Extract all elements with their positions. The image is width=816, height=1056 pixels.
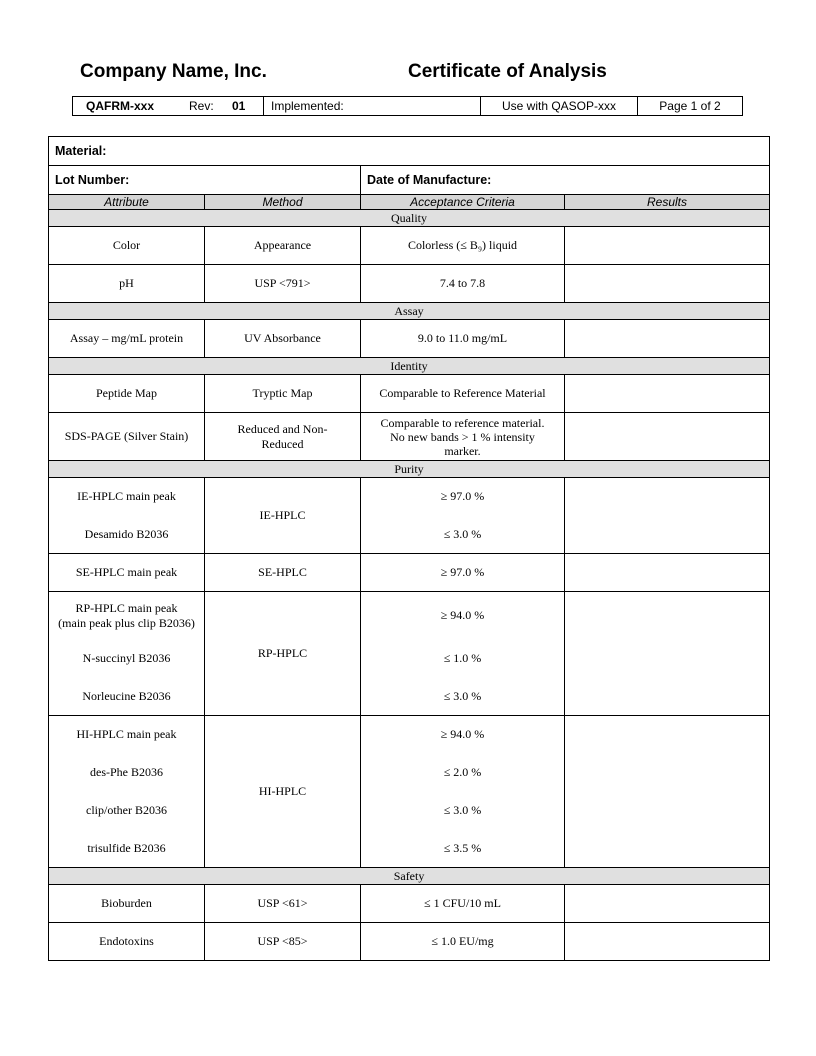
method-cell: SE-HPLC (205, 554, 361, 592)
section-header-row (49, 461, 770, 478)
criteria-cell: ≤ 1.0 % (361, 640, 565, 678)
lot-number-field[interactable] (49, 166, 361, 195)
result-cell[interactable] (565, 320, 770, 358)
criteria-cell: ≤ 3.0 % (361, 792, 565, 830)
implemented-label: Implemented: (271, 99, 344, 113)
criteria-line: marker. (444, 443, 481, 458)
method-cell: Tryptic Map (205, 375, 361, 413)
result-cell[interactable] (565, 885, 770, 923)
use-with-text: Use with QASOP-xxx (501, 99, 617, 113)
attribute-line: (main peak plus clip B2036) (58, 615, 195, 630)
section-title-quality: Quality (49, 210, 770, 227)
result-cell[interactable] (565, 375, 770, 413)
section-title-assay: Assay (49, 303, 770, 320)
date-of-manufacture-field[interactable] (361, 166, 770, 195)
criteria-cell: ≥ 94.0 % (361, 592, 565, 640)
material-row (49, 137, 770, 166)
method-cell: USP <61> (205, 885, 361, 923)
method-cell: IE-HPLC (205, 478, 361, 554)
attribute-cell: Color (49, 227, 205, 265)
criteria-cell: ≥ 97.0 % (361, 554, 565, 592)
column-header-row (49, 195, 770, 210)
implemented-cell (264, 97, 481, 115)
attribute-cell: des-Phe B2036 (49, 754, 205, 792)
criteria-cell (361, 413, 565, 461)
table-row (49, 885, 770, 923)
attribute-cell: HI-HPLC main peak (49, 716, 205, 754)
section-header-row (49, 358, 770, 375)
use-with-cell (481, 97, 638, 115)
attribute-cell: Norleucine B2036 (49, 678, 205, 716)
attribute-cell: Peptide Map (49, 375, 205, 413)
criteria-cell: ≤ 3.0 % (361, 678, 565, 716)
table-row (49, 554, 770, 592)
method-line: Reduced and Non- (237, 421, 328, 436)
criteria-line: Comparable to reference material. (380, 415, 545, 430)
page-number-cell (638, 97, 742, 115)
criteria-cell: ≤ 3.5 % (361, 830, 565, 868)
document-title: Certificate of Analysis (408, 61, 607, 82)
criteria-cell: ≤ 3.0 % (361, 516, 565, 554)
criteria-cell: 9.0 to 11.0 mg/mL (361, 320, 565, 358)
certificate-table (48, 136, 770, 961)
material-field[interactable] (49, 137, 770, 166)
table-row (49, 227, 770, 265)
lot-number-label: Lot Number: (55, 173, 130, 187)
table-row (49, 413, 770, 461)
result-cell[interactable] (565, 478, 770, 554)
table-row (49, 478, 770, 516)
attribute-cell: N-succinyl B2036 (49, 640, 205, 678)
table-row (49, 320, 770, 358)
method-cell: RP-HPLC (205, 592, 361, 716)
result-cell[interactable] (565, 413, 770, 461)
form-code: QAFRM-xxx (86, 99, 155, 113)
section-header-row (49, 868, 770, 885)
company-name: Company Name, Inc. (80, 61, 267, 82)
attribute-line: RP-HPLC main peak (75, 600, 178, 615)
table-row (49, 923, 770, 961)
criteria-line: No new bands > 1 % intensity (390, 429, 535, 444)
result-cell[interactable] (565, 227, 770, 265)
method-cell: UV Absorbance (205, 320, 361, 358)
attribute-cell: Desamido B2036 (49, 516, 205, 554)
section-header-row (49, 210, 770, 227)
table-row (49, 265, 770, 303)
rev-label: Rev: (189, 99, 214, 113)
method-line: Reduced (261, 436, 304, 451)
criteria-cell: ≥ 97.0 % (361, 478, 565, 516)
result-cell[interactable] (565, 265, 770, 303)
method-cell: USP <791> (205, 265, 361, 303)
table-row (49, 375, 770, 413)
result-cell[interactable] (565, 923, 770, 961)
section-title-identity: Identity (49, 358, 770, 375)
section-title-purity: Purity (49, 461, 770, 478)
document-control-bar (72, 96, 743, 116)
method-cell: USP <85> (205, 923, 361, 961)
form-code-cell (73, 97, 264, 115)
column-header-attribute: Attribute (49, 195, 205, 210)
section-title-safety: Safety (49, 868, 770, 885)
column-header-results: Results (565, 195, 770, 210)
attribute-cell: clip/other B2036 (49, 792, 205, 830)
page-number: Page 1 of 2 (659, 99, 721, 113)
method-cell: HI-HPLC (205, 716, 361, 868)
material-label: Material: (55, 144, 107, 158)
criteria-cell: ≤ 2.0 % (361, 754, 565, 792)
attribute-cell: Assay – mg/mL protein (49, 320, 205, 358)
method-cell (205, 413, 361, 461)
criteria-cell: 7.4 to 7.8 (361, 265, 565, 303)
column-header-method: Method (205, 195, 361, 210)
result-cell[interactable] (565, 716, 770, 868)
lot-row (49, 166, 770, 195)
table-row (49, 592, 770, 640)
criteria-cell: ≤ 1 CFU/10 mL (361, 885, 565, 923)
section-header-row (49, 303, 770, 320)
criteria-cell: ≤ 1.0 EU/mg (361, 923, 565, 961)
column-header-criteria: Acceptance Criteria (361, 195, 565, 210)
criteria-cell: Comparable to Reference Material (361, 375, 565, 413)
table-row (49, 716, 770, 754)
result-cell[interactable] (565, 592, 770, 716)
attribute-cell: SDS-PAGE (Silver Stain) (49, 413, 205, 461)
criteria-cell: ≥ 94.0 % (361, 716, 565, 754)
attribute-cell: trisulfide B2036 (49, 830, 205, 868)
attribute-cell: pH (49, 265, 205, 303)
criteria-cell: Colorless (≤ B₉) liquid (361, 227, 565, 265)
rev-value: 01 (232, 99, 246, 113)
attribute-cell: Bioburden (49, 885, 205, 923)
method-cell: Appearance (205, 227, 361, 265)
attribute-cell: SE-HPLC main peak (49, 554, 205, 592)
attribute-cell: IE-HPLC main peak (49, 478, 205, 516)
attribute-cell (49, 592, 205, 640)
attribute-cell: Endotoxins (49, 923, 205, 961)
date-of-manufacture-label: Date of Manufacture: (367, 173, 492, 187)
result-cell[interactable] (565, 554, 770, 592)
